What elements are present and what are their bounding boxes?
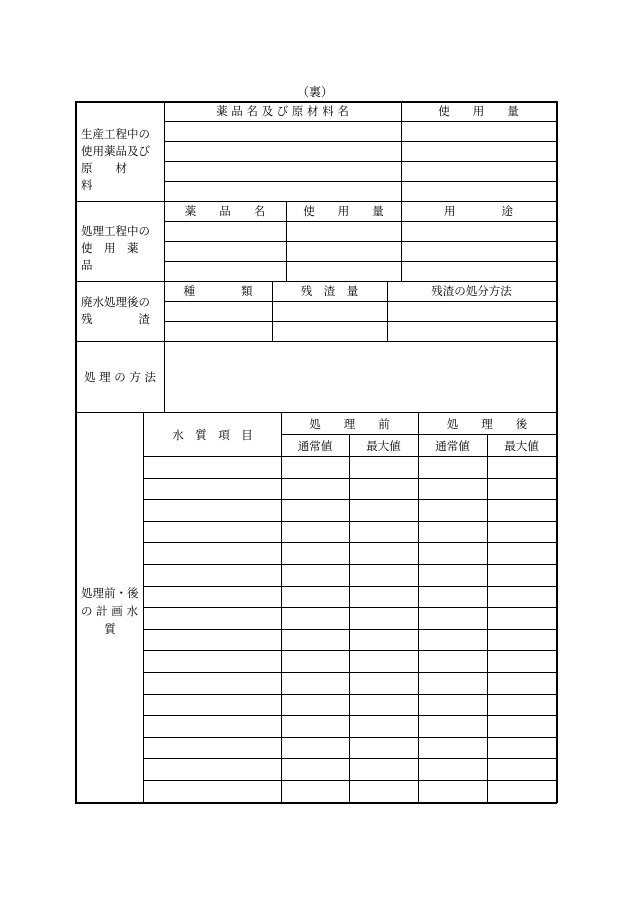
- water-quality-item-header: 水 質 項 目: [172, 427, 253, 442]
- section4-label: 処 理 の 方 法: [83, 370, 157, 384]
- border-left: [75, 101, 77, 803]
- section2-label: 処理工程中の 使 用 薬 品: [81, 224, 150, 272]
- before-max-value-header: 最大値: [366, 438, 401, 453]
- treatment-method-input[interactable]: [165, 342, 556, 412]
- page-title: （裏）: [296, 85, 333, 99]
- after-treatment-header: 処 理 後: [446, 416, 528, 431]
- section2-header-chemical-name: 薬 品 名: [184, 204, 266, 218]
- border-bottom: [75, 802, 557, 804]
- before-treatment-header: 処 理 前: [309, 416, 390, 431]
- section2-header-purpose: 用 途: [444, 204, 513, 218]
- section1-header-material-name: 薬 品 名 及 び 原 材 料 名: [216, 104, 349, 118]
- after-normal-value-header: 通常値: [435, 438, 470, 453]
- section3-input-area[interactable]: [165, 302, 556, 341]
- section5-label: 処理前・後 の 計 画 水 質: [81, 586, 139, 636]
- border-right: [556, 101, 558, 803]
- before-normal-value-header: 通常値: [297, 438, 333, 453]
- section3-header-disposal-method: 残渣の処分方法: [431, 284, 512, 298]
- after-max-value-header: 最大値: [504, 438, 539, 453]
- section3-header-type: 種 類: [183, 284, 253, 298]
- section2-input-area[interactable]: [165, 222, 556, 281]
- water-quality-input-area[interactable]: [144, 457, 556, 802]
- section3-header-residue-amount: 残 渣 量: [300, 284, 359, 298]
- section1-input-area[interactable]: [165, 122, 556, 201]
- section2-header-usage-amount: 使 用 量: [303, 204, 384, 218]
- section1-header-usage-amount: 使 用 量: [438, 104, 519, 118]
- section3-label: 廃水処理後の 残 渣: [81, 295, 150, 326]
- section1-label: 生産工程中の 使用薬品及び 原 材 料: [81, 127, 150, 192]
